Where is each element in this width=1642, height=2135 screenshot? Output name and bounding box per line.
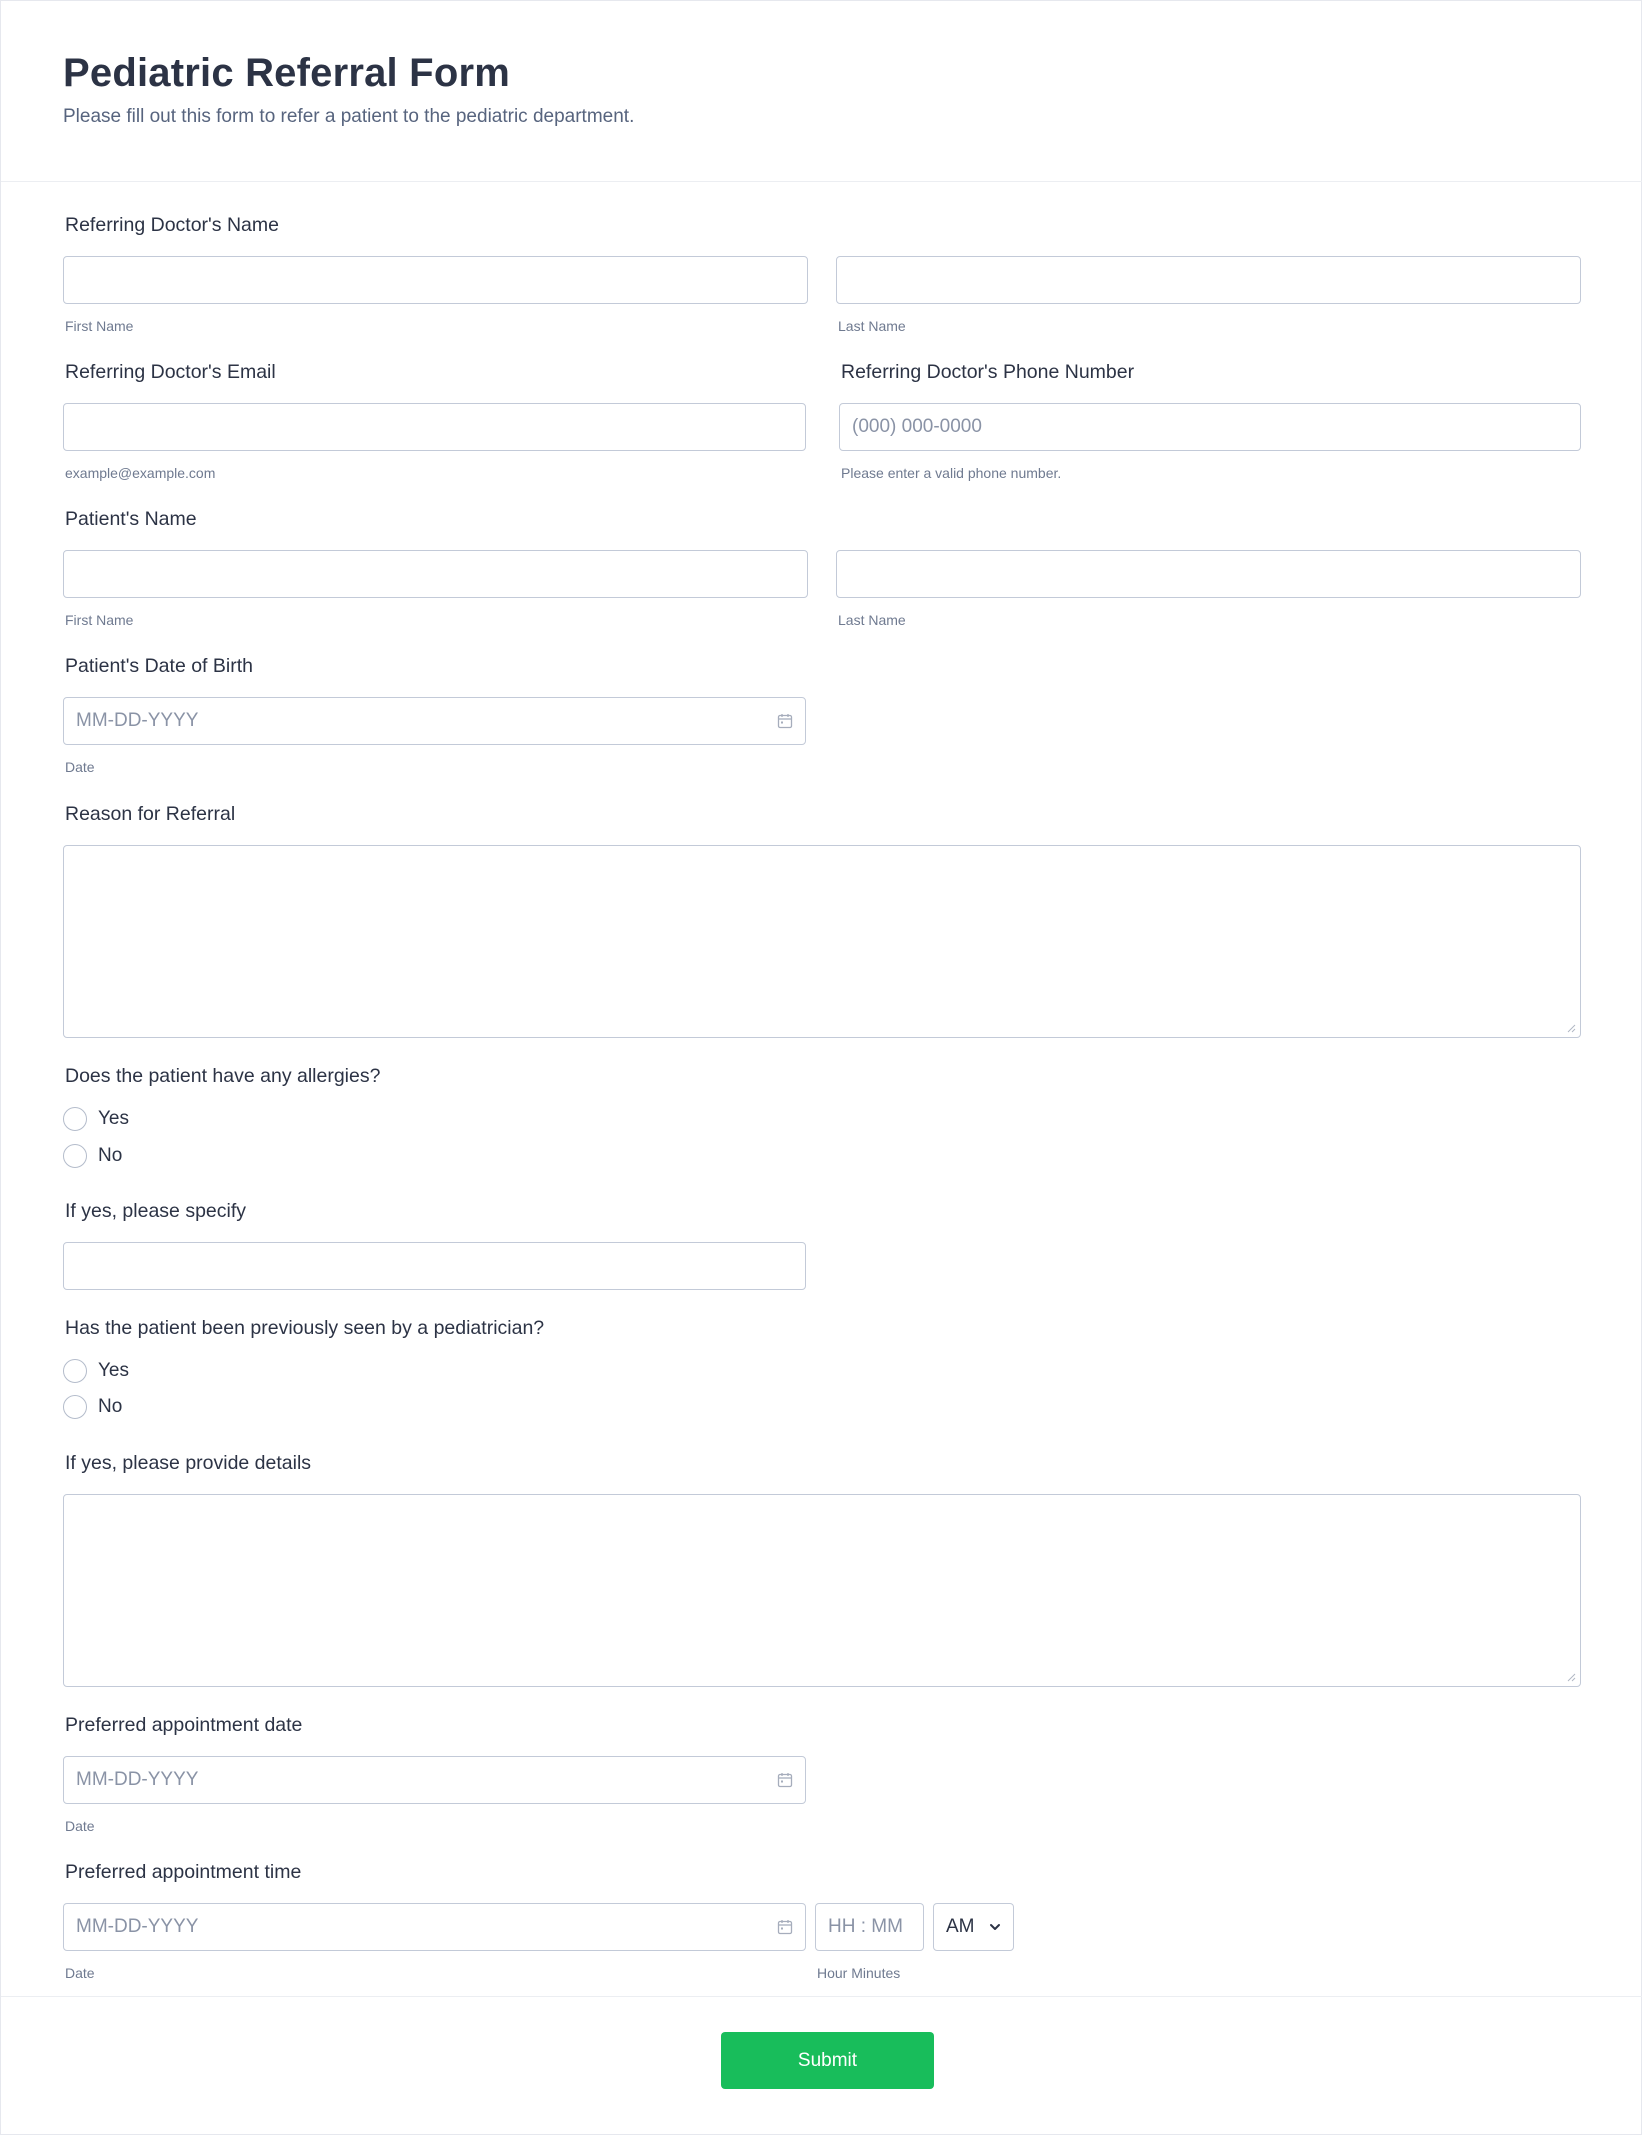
radio-button[interactable] <box>63 1359 87 1383</box>
appointment-time-date-sublabel: Date <box>65 1965 95 1981</box>
radio-label: Yes <box>98 1360 129 1381</box>
radio-label: No <box>98 1145 123 1166</box>
doctor-last-name-field[interactable] <box>836 256 1581 304</box>
appointment-time-hhmm-field[interactable] <box>815 1903 924 1951</box>
resize-grip-icon[interactable] <box>1566 1023 1576 1033</box>
submit-button[interactable]: Submit <box>721 2032 934 2089</box>
previously-seen-option-no[interactable] <box>63 1394 122 1420</box>
allergies-specify-field[interactable] <box>63 1242 806 1290</box>
form-subtitle: Please fill out this form to refer a patient to the pediatric department. <box>63 106 635 127</box>
ampm-select-value: AM <box>946 1916 975 1937</box>
chevron-down-icon <box>989 1921 1001 1933</box>
radio-label: Yes <box>98 1108 129 1129</box>
patient-first-name-input[interactable] <box>76 551 769 597</box>
patient-first-name-sublabel: First Name <box>65 612 134 628</box>
appointment-date-label: Preferred appointment date <box>65 1714 303 1736</box>
patient-dob-sublabel: Date <box>65 759 95 775</box>
calendar-icon[interactable] <box>777 713 793 729</box>
resize-grip-icon[interactable] <box>1566 1672 1576 1682</box>
doctor-phone-label: Referring Doctor's Phone Number <box>841 361 1135 383</box>
doctor-email-field[interactable] <box>63 403 806 451</box>
appointment-date-input[interactable] <box>76 1757 767 1803</box>
doctor-first-name-input[interactable] <box>76 257 769 303</box>
appointment-date-sublabel: Date <box>65 1818 95 1834</box>
appointment-time-hhmm-input[interactable] <box>828 1904 918 1950</box>
patient-last-name-input[interactable] <box>849 551 1542 597</box>
radio-button[interactable] <box>63 1144 87 1168</box>
appointment-time-date-input[interactable] <box>76 1904 767 1950</box>
patient-dob-label: Patient's Date of Birth <box>65 655 253 677</box>
doctor-email-input[interactable] <box>76 404 767 450</box>
radio-label: No <box>98 1396 123 1417</box>
patient-name-label: Patient's Name <box>65 508 197 530</box>
patient-dob-field[interactable] <box>63 697 806 745</box>
previously-seen-label: Has the patient been previously seen by a pediatrician? <box>65 1317 545 1339</box>
doctor-first-name-field[interactable] <box>63 256 808 304</box>
doctor-email-sublabel: example@example.com <box>65 465 216 481</box>
radio-button[interactable] <box>63 1395 87 1419</box>
doctor-last-name-sublabel: Last Name <box>838 318 906 334</box>
patient-first-name-field[interactable] <box>63 550 808 598</box>
patient-dob-input[interactable] <box>76 698 767 744</box>
doctor-first-name-sublabel: First Name <box>65 318 134 334</box>
doctor-phone-input[interactable] <box>852 404 1542 450</box>
doctor-phone-sublabel: Please enter a valid phone number. <box>841 465 1062 481</box>
calendar-icon[interactable] <box>777 1919 793 1935</box>
appointment-date-field[interactable] <box>63 1756 806 1804</box>
previously-seen-option-yes[interactable] <box>63 1358 129 1384</box>
patient-last-name-field[interactable] <box>836 550 1581 598</box>
calendar-icon[interactable] <box>777 1772 793 1788</box>
appointment-time-date-field[interactable] <box>63 1903 806 1951</box>
doctor-email-label: Referring Doctor's Email <box>65 361 276 383</box>
reason-textarea[interactable] <box>63 845 1581 1038</box>
doctor-phone-field[interactable] <box>839 403 1581 451</box>
radio-button[interactable] <box>63 1107 87 1131</box>
appointment-time-label: Preferred appointment time <box>65 1861 302 1883</box>
allergies-specify-label: If yes, please specify <box>65 1200 247 1222</box>
reason-label: Reason for Referral <box>65 803 236 825</box>
previous-details-label: If yes, please provide details <box>65 1452 312 1474</box>
ampm-select[interactable] <box>933 1903 1014 1951</box>
patient-last-name-sublabel: Last Name <box>838 612 906 628</box>
doctor-last-name-input[interactable] <box>849 257 1542 303</box>
doctor-name-label: Referring Doctor's Name <box>65 214 279 236</box>
allergies-option-yes[interactable] <box>63 1106 129 1132</box>
appointment-time-hhmm-sublabel: Hour Minutes <box>817 1965 901 1981</box>
allergies-specify-input[interactable] <box>76 1243 767 1289</box>
allergies-option-no[interactable] <box>63 1143 122 1169</box>
form-title: Pediatric Referral Form <box>63 51 510 95</box>
allergies-label: Does the patient have any allergies? <box>65 1065 381 1087</box>
previous-details-textarea[interactable] <box>63 1494 1581 1687</box>
